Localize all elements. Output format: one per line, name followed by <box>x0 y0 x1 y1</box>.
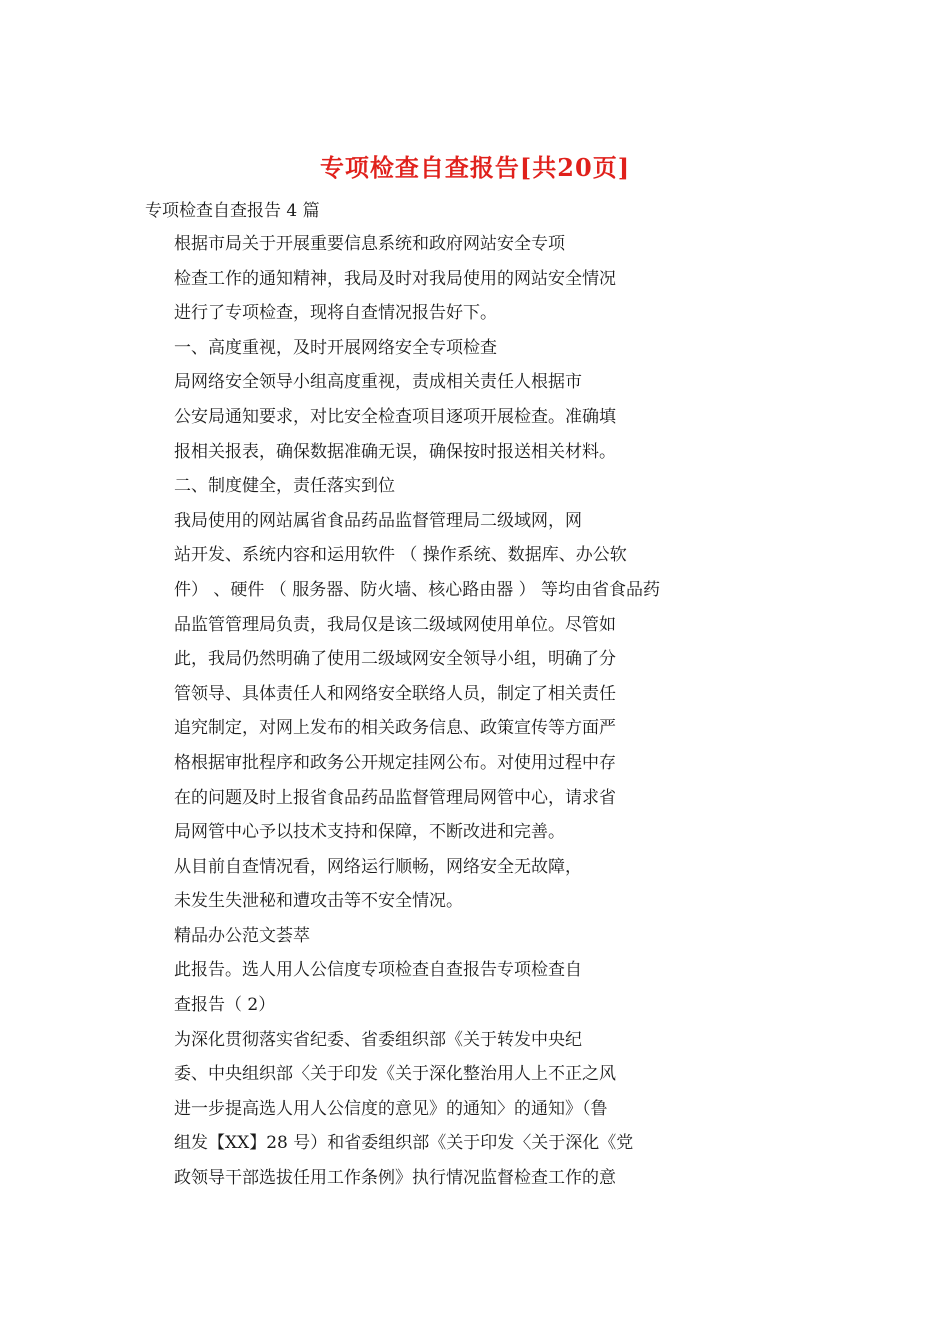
paragraph-line: 站开发、系统内容和运用软件 （ 操作系统、数据库、办公软 <box>174 545 627 566</box>
document-subtitle: 专项检查自查报告 4 篇 <box>145 201 320 221</box>
paragraph-line: 为深化贯彻落实省纪委、省委组织部《关于转发中央纪 <box>174 1029 582 1050</box>
paragraph-line: 局网络安全领导小组高度重视，责成相关责任人根据市 <box>174 372 582 393</box>
paragraph-line: 政领导干部选拔任用工作条例》执行情况监督检查工作的意 <box>174 1168 616 1189</box>
paragraph-line: 在的问题及时上报省食品药品监督管理局网管中心，请求省 <box>174 787 616 808</box>
paragraph-line: 根据市局关于开展重要信息系统和政府网站安全专项 <box>174 234 565 254</box>
paragraph-line: 格根据审批程序和政务公开规定挂网公布。对使用过程中存 <box>174 752 616 773</box>
paragraph-line: 公安局通知要求，对比安全检查项目逐项开展检查。准确填 <box>174 406 616 427</box>
paragraph-line: 管领导、具体责任人和网络安全联络人员，制定了相关责任 <box>174 683 616 704</box>
paragraph-line: 一、高度重视，及时开展网络安全专项检查 <box>174 337 497 358</box>
paragraph-line: 组发【XX】28 号）和省委组织部《关于印发〈关于深化《党 <box>174 1133 634 1154</box>
paragraph-line: 此报告。选人用人公信度专项检查自查报告专项检查自 <box>174 960 582 981</box>
document-body <box>174 230 734 1199</box>
paragraph-line: 委、中央组织部〈关于印发《关于深化整治用人上不正之风 <box>174 1064 616 1085</box>
paragraph-line: 此，我局仍然明确了使用二级域网安全领导小组，明确了分 <box>174 649 616 670</box>
paragraph-line: 件） 、硬件 （ 服务器、防火墙、核心路由器 ） 等均由省食品药 <box>174 579 661 600</box>
paragraph-line: 二、制度健全，责任落实到位 <box>174 476 395 497</box>
paragraph-line: 从目前自查情况看，网络运行顺畅，网络安全无故障， <box>174 856 582 877</box>
paragraph-line: 查报告（ 2） <box>174 995 276 1016</box>
document-title: 专项检查自查报告[共20页] <box>319 153 631 182</box>
paragraph-line: 进行了专项检查，现将自查情况报告好下。 <box>174 303 497 324</box>
paragraph-line: 品监管管理局负责，我局仅是该二级域网使用单位。尽管如 <box>174 614 616 635</box>
paragraph-line: 精品办公范文荟萃 <box>174 925 310 946</box>
paragraph-line: 局网管中心予以技术支持和保障，不断改进和完善。 <box>174 822 565 843</box>
paragraph-line: 报相关报表，确保数据准确无误，确保按时报送相关材料。 <box>174 441 616 462</box>
paragraph-line: 进一步提高选人用人公信度的意见》的通知〉的通知》（鲁 <box>174 1098 608 1119</box>
paragraph-line: 我局使用的网站属省食品药品监督管理局二级域网，网 <box>174 510 582 531</box>
paragraph-line: 检查工作的通知精神，我局及时对我局使用的网站安全情况 <box>174 268 616 289</box>
paragraph-line: 追究制定，对网上发布的相关政务信息、政策宣传等方面严 <box>174 718 616 739</box>
paragraph-line: 未发生失泄秘和遭攻击等不安全情况。 <box>174 891 463 912</box>
